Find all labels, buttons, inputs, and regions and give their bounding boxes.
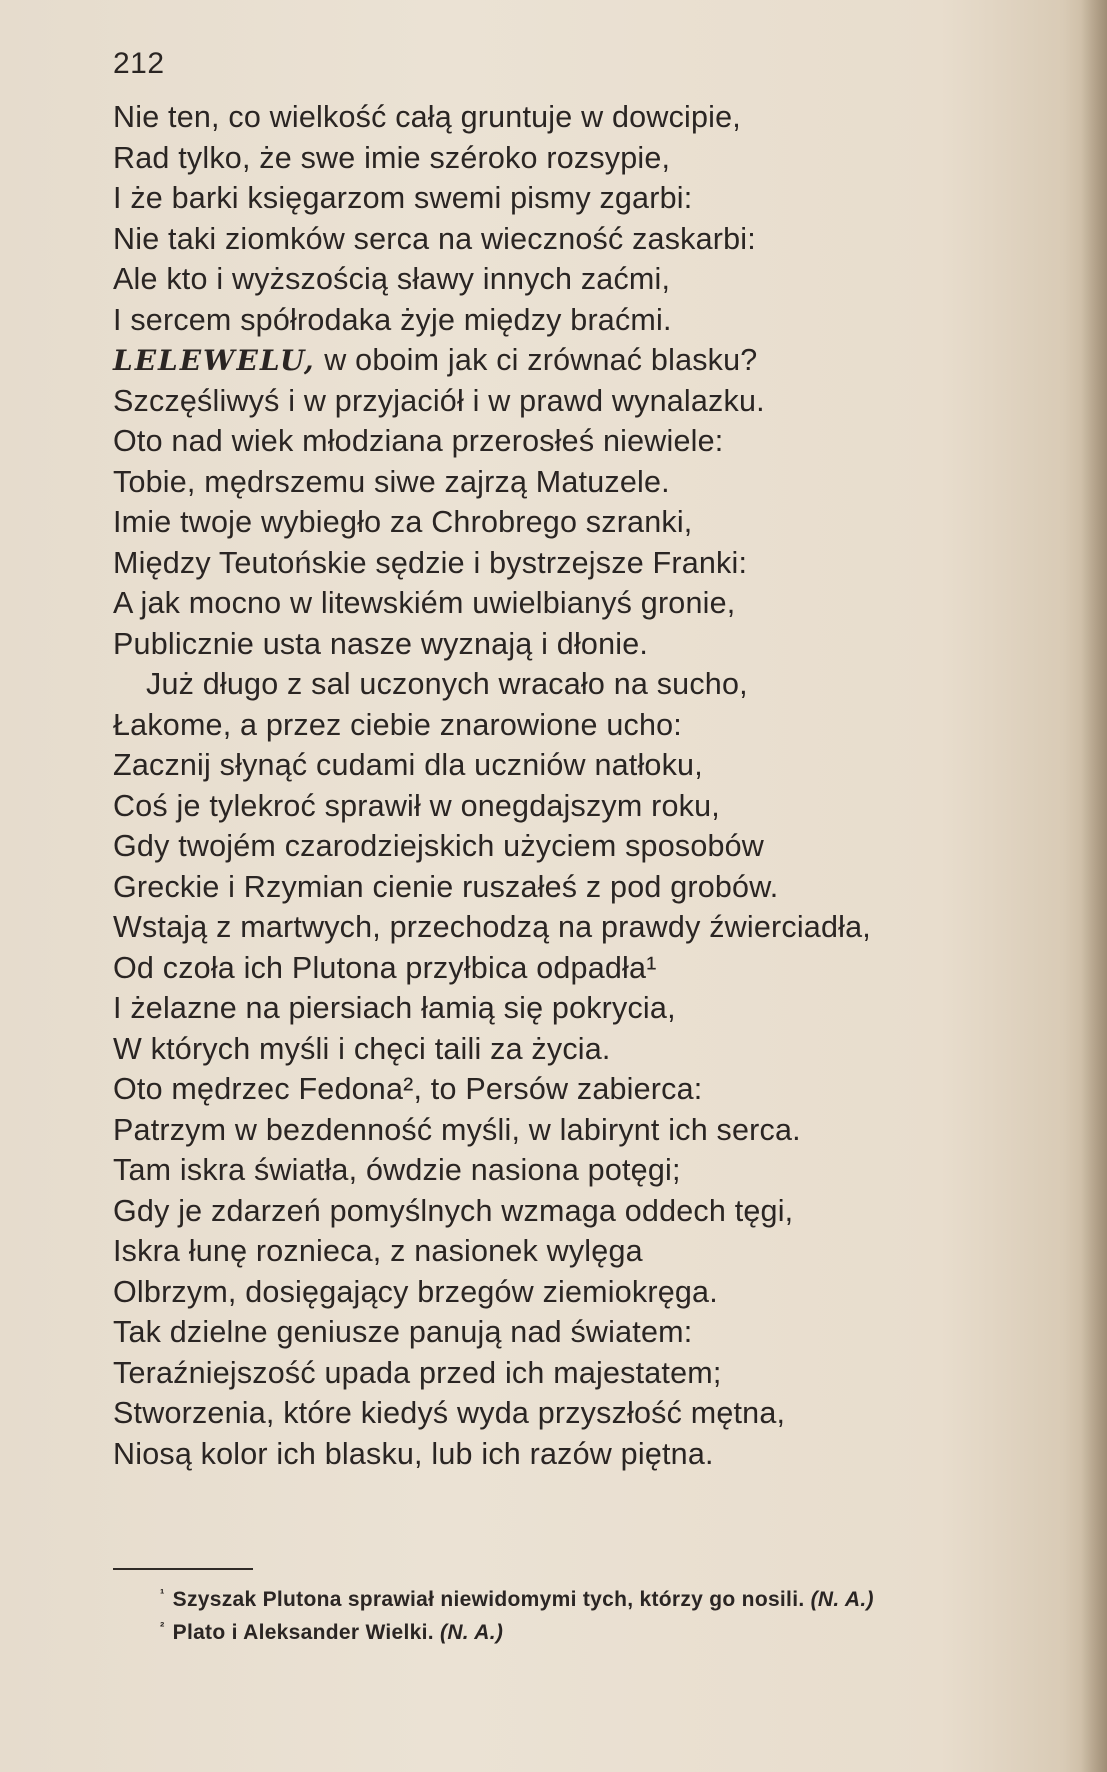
poem-line-text: Nie taki ziomków serca na wieczność zaskarbi: (113, 221, 756, 256)
poem-line-text: I że barki księgarzom swemi pismy zgarbi: (113, 181, 693, 215)
poem-line-text: Od czoła ich Plutona przyłbica odpadła¹ (113, 950, 657, 985)
poem-line (113, 138, 1013, 179)
poem-line (113, 1393, 1013, 1434)
poem-line-text: Teraźniejszość upada przed ich majestatem; (113, 1355, 722, 1390)
poem-line-text: I żelazne na piersiach łamią się pokrycia, (113, 991, 676, 1025)
poem-line (113, 1434, 1013, 1475)
poem-line-text: Ale kto i wyższością sławy innych zaćmi, (113, 262, 671, 296)
page-number: 212 (113, 47, 165, 80)
emphasized-name: LELEWELU, (113, 344, 316, 377)
poem-line (113, 664, 1013, 705)
poem-line (113, 502, 1013, 543)
poem-line-text: Iskra łunę roznieca, z nasionek wylęga (113, 1234, 643, 1268)
poem-line-text: Nie ten, co wielkość całą gruntuje w dowcipie, (113, 100, 741, 134)
poem-line-text: W których myśli i chęci taili za życia. (113, 1031, 611, 1066)
footnote (160, 1613, 1040, 1646)
poem-line (113, 705, 1013, 746)
poem-line (113, 219, 1013, 260)
poem-line-text: Niosą kolor ich blasku, lub ich razów piętna. (113, 1436, 714, 1471)
poem-line (113, 543, 1013, 584)
poem-line (113, 178, 1013, 219)
poem-line (113, 1353, 1013, 1394)
poem-line-text: Oto mędrzec Fedona², to Persów zabierca: (113, 1072, 703, 1106)
poem-line (113, 745, 1013, 786)
poem-line (113, 300, 1013, 341)
poem-line (113, 462, 1013, 503)
poem-line-text: Gdy je zdarzeń pomyślnych wzmaga oddech tęgi, (113, 1193, 794, 1228)
poem-line (113, 97, 1013, 138)
poem-line-text: Między Teutońskie sędzie i bystrzejsze Franki: (113, 545, 748, 580)
poem-line (113, 1069, 1013, 1110)
footnote-text: Plato i Aleksander Wielki. (172, 1621, 434, 1644)
poem-text (113, 97, 1013, 1474)
poem-line (113, 786, 1013, 827)
poem-line-text: Imie twoje wybiegło za Chrobrego szranki, (113, 505, 693, 539)
poem-line (113, 421, 1013, 462)
poem-line (113, 1312, 1013, 1353)
poem-line (113, 259, 1013, 300)
poem-line (113, 867, 1013, 908)
poem-line (113, 826, 1013, 867)
poem-line-text: Tobie, mędrszemu siwe zajrzą Matuzele. (113, 464, 670, 499)
poem-line (113, 583, 1013, 624)
poem-line-text: Tam iskra światła, ówdzie nasiona potęgi; (113, 1153, 681, 1187)
poem-line-text: Coś je tylekroć sprawił w onegdajszym roku, (113, 788, 720, 823)
poem-line (113, 1150, 1013, 1191)
poem-line (113, 1272, 1013, 1313)
poem-line (113, 340, 1013, 381)
footnote-text: Szyszak Plutona sprawiał niewidomymi tych, którzy go nosili. (172, 1588, 805, 1611)
poem-line-text: A jak mocno w litewskiém uwielbianyś gronie, (113, 586, 736, 620)
poem-line-text: Łakome, a przez ciebie znarowione ucho: (113, 707, 682, 742)
poem-line (113, 1029, 1013, 1070)
poem-line-text: Oto nad wiek młodziana przerosłeś niewiele: (113, 424, 724, 458)
poem-line-text: I sercem spółrodaka żyje między braćmi. (113, 302, 672, 337)
poem-line (113, 948, 1013, 989)
poem-line-text: Tak dzielne geniusze panują nad światem: (113, 1315, 693, 1349)
footnote-signature: (N. A.) (804, 1588, 874, 1611)
poem-line (113, 624, 1013, 665)
poem-line (113, 1110, 1013, 1151)
poem-line-text: Rad tylko, że swe imie széroko rozsypie, (113, 140, 671, 175)
poem-line (113, 1231, 1013, 1272)
poem-line-text: Zacznij słynąć cudami dla uczniów natłoku, (113, 748, 703, 782)
poem-line-text: w oboim jak ci zrównać blasku? (315, 343, 758, 377)
footnotes (160, 1580, 1040, 1646)
footnote-mark: ² (160, 1619, 165, 1634)
poem-line-text: Gdy twojém czarodziejskich użyciem sposobów (113, 829, 765, 863)
poem-line-text: Szczęśliwyś i w przyjaciół i w prawd wynalazku. (113, 383, 765, 418)
poem-line (113, 988, 1013, 1029)
poem-line-text: Stworzenia, które kiedyś wyda przyszłość mętna, (113, 1396, 786, 1430)
footnote-divider (113, 1568, 253, 1570)
poem-line-text: Olbrzym, dosięgający brzegów ziemiokręga. (113, 1274, 718, 1309)
poem-line (113, 907, 1013, 948)
poem-line (113, 1191, 1013, 1232)
footnote-mark: ¹ (160, 1586, 165, 1601)
poem-line-text: Wstają z martwych, przechodzą na prawdy źwierciadła, (113, 910, 871, 944)
poem-line-text: Greckie i Rzymian cienie ruszałeś z pod grobów. (113, 869, 779, 904)
footnote-signature: (N. A.) (433, 1621, 504, 1644)
poem-line-text: Publicznie usta nasze wyznają i dłonie. (113, 626, 649, 661)
poem-line (113, 381, 1013, 422)
footnote (160, 1580, 1040, 1613)
poem-line-text: Już długo z sal uczonych wracało na sucho, (146, 667, 748, 701)
poem-line-text: Patrzym w bezdenność myśli, w labirynt ich serca. (113, 1112, 801, 1147)
